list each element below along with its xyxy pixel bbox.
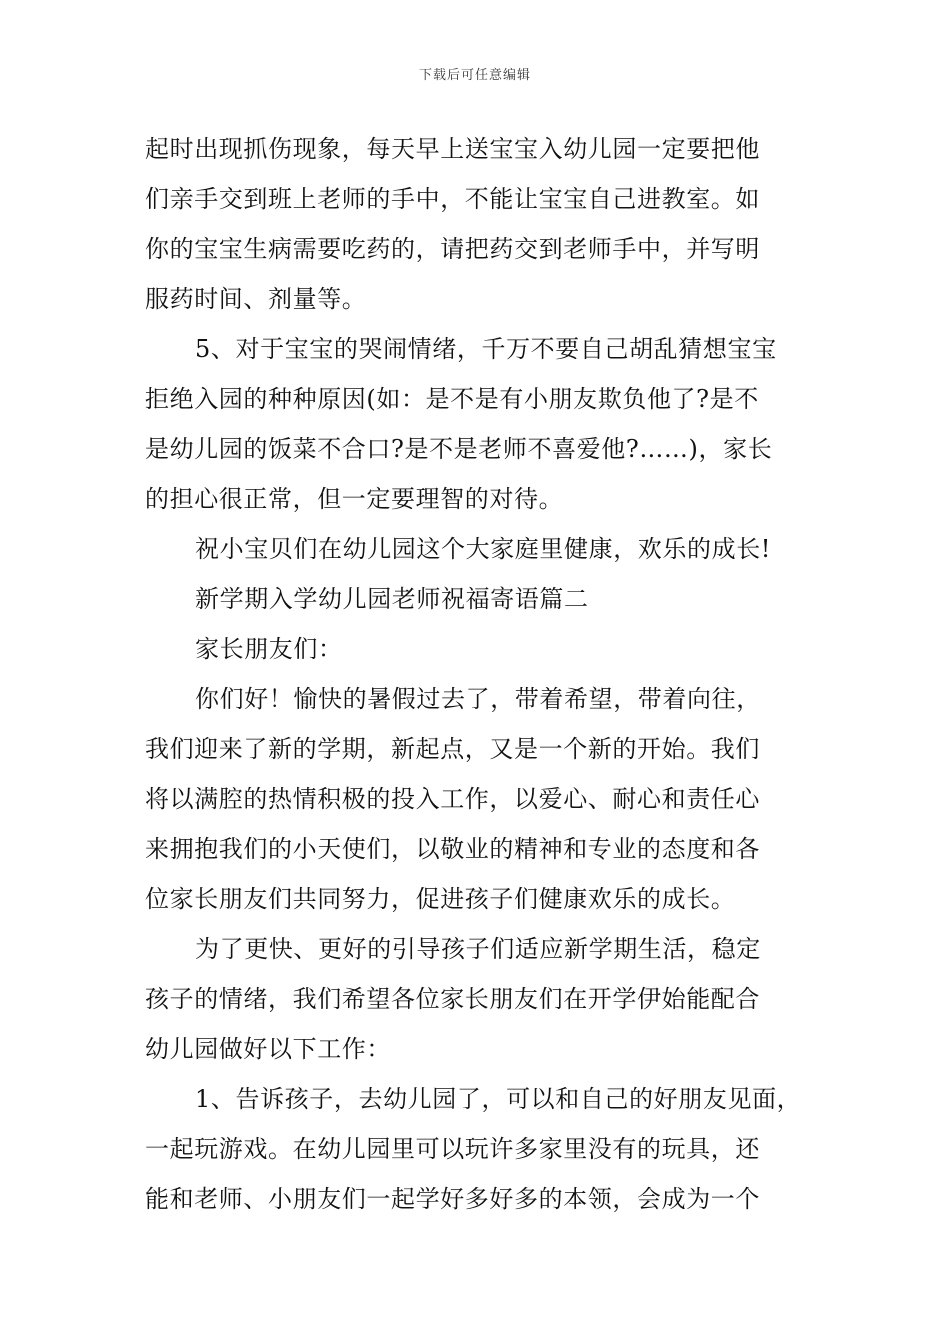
paragraph	[145, 674, 815, 924]
text-line: 家长朋友们：	[195, 635, 343, 663]
text-line: 能和老师、小朋友们一起学好多好多的本领，会成为一个	[145, 1185, 760, 1213]
paragraph	[145, 574, 815, 624]
document-body	[145, 124, 815, 1224]
text-line: 服药时间、剂量等。	[145, 285, 367, 313]
text-line: 拒绝入园的种种原因(如：是不是有小朋友欺负他了?是不	[145, 385, 759, 413]
paragraph	[145, 324, 815, 524]
text-line: 为了更快、更好的引导孩子们适应新学期生活，稳定	[195, 935, 761, 963]
text-line: 起时出现抓伤现象，每天早上送宝宝入幼儿园一定要把他	[145, 135, 760, 163]
text-line: 一起玩游戏。在幼儿园里可以玩许多家里没有的玩具，还	[145, 1135, 760, 1163]
text-line: 我们迎来了新的学期，新起点，又是一个新的开始。我们	[145, 735, 760, 763]
paragraph	[145, 1074, 815, 1224]
text-line: 5、对于宝宝的哭闹情绪，千万不要自己胡乱猜想宝宝	[195, 335, 777, 363]
text-line: 你的宝宝生病需要吃药的，请把药交到老师手中，并写明	[145, 235, 760, 263]
paragraph	[145, 524, 815, 574]
text-line: 的担心很正常，但一定要理智的对待。	[145, 485, 564, 513]
text-line: 们亲手交到班上老师的手中，不能让宝宝自己进教室。如	[145, 185, 760, 213]
text-line: 是幼儿园的饭菜不合口?是不是老师不喜爱他?……)，家长	[145, 435, 773, 463]
text-line: 将以满腔的热情积极的投入工作，以爱心、耐心和责任心	[145, 785, 760, 813]
text-line: 你们好！愉快的暑假过去了，带着希望，带着向往，	[195, 685, 761, 713]
paragraph	[145, 624, 815, 674]
text-line: 1、告诉孩子，去幼儿园了，可以和自己的好朋友见面，	[195, 1085, 802, 1113]
text-line: 位家长朋友们共同努力，促进孩子们健康欢乐的成长。	[145, 885, 736, 913]
text-line: 新学期入学幼儿园老师祝福寄语篇二	[195, 585, 589, 613]
page-header: 下载后可任意编辑	[418, 68, 531, 83]
text-line: 来拥抱我们的小天使们，以敬业的精神和专业的态度和各	[145, 835, 760, 863]
text-line: 祝小宝贝们在幼儿园这个大家庭里健康，欢乐的成长!	[195, 535, 772, 563]
text-line: 孩子的情绪，我们希望各位家长朋友们在开学伊始能配合	[145, 985, 760, 1013]
paragraph	[145, 124, 815, 324]
paragraph	[145, 924, 815, 1074]
text-line: 幼儿园做好以下工作：	[145, 1035, 391, 1063]
